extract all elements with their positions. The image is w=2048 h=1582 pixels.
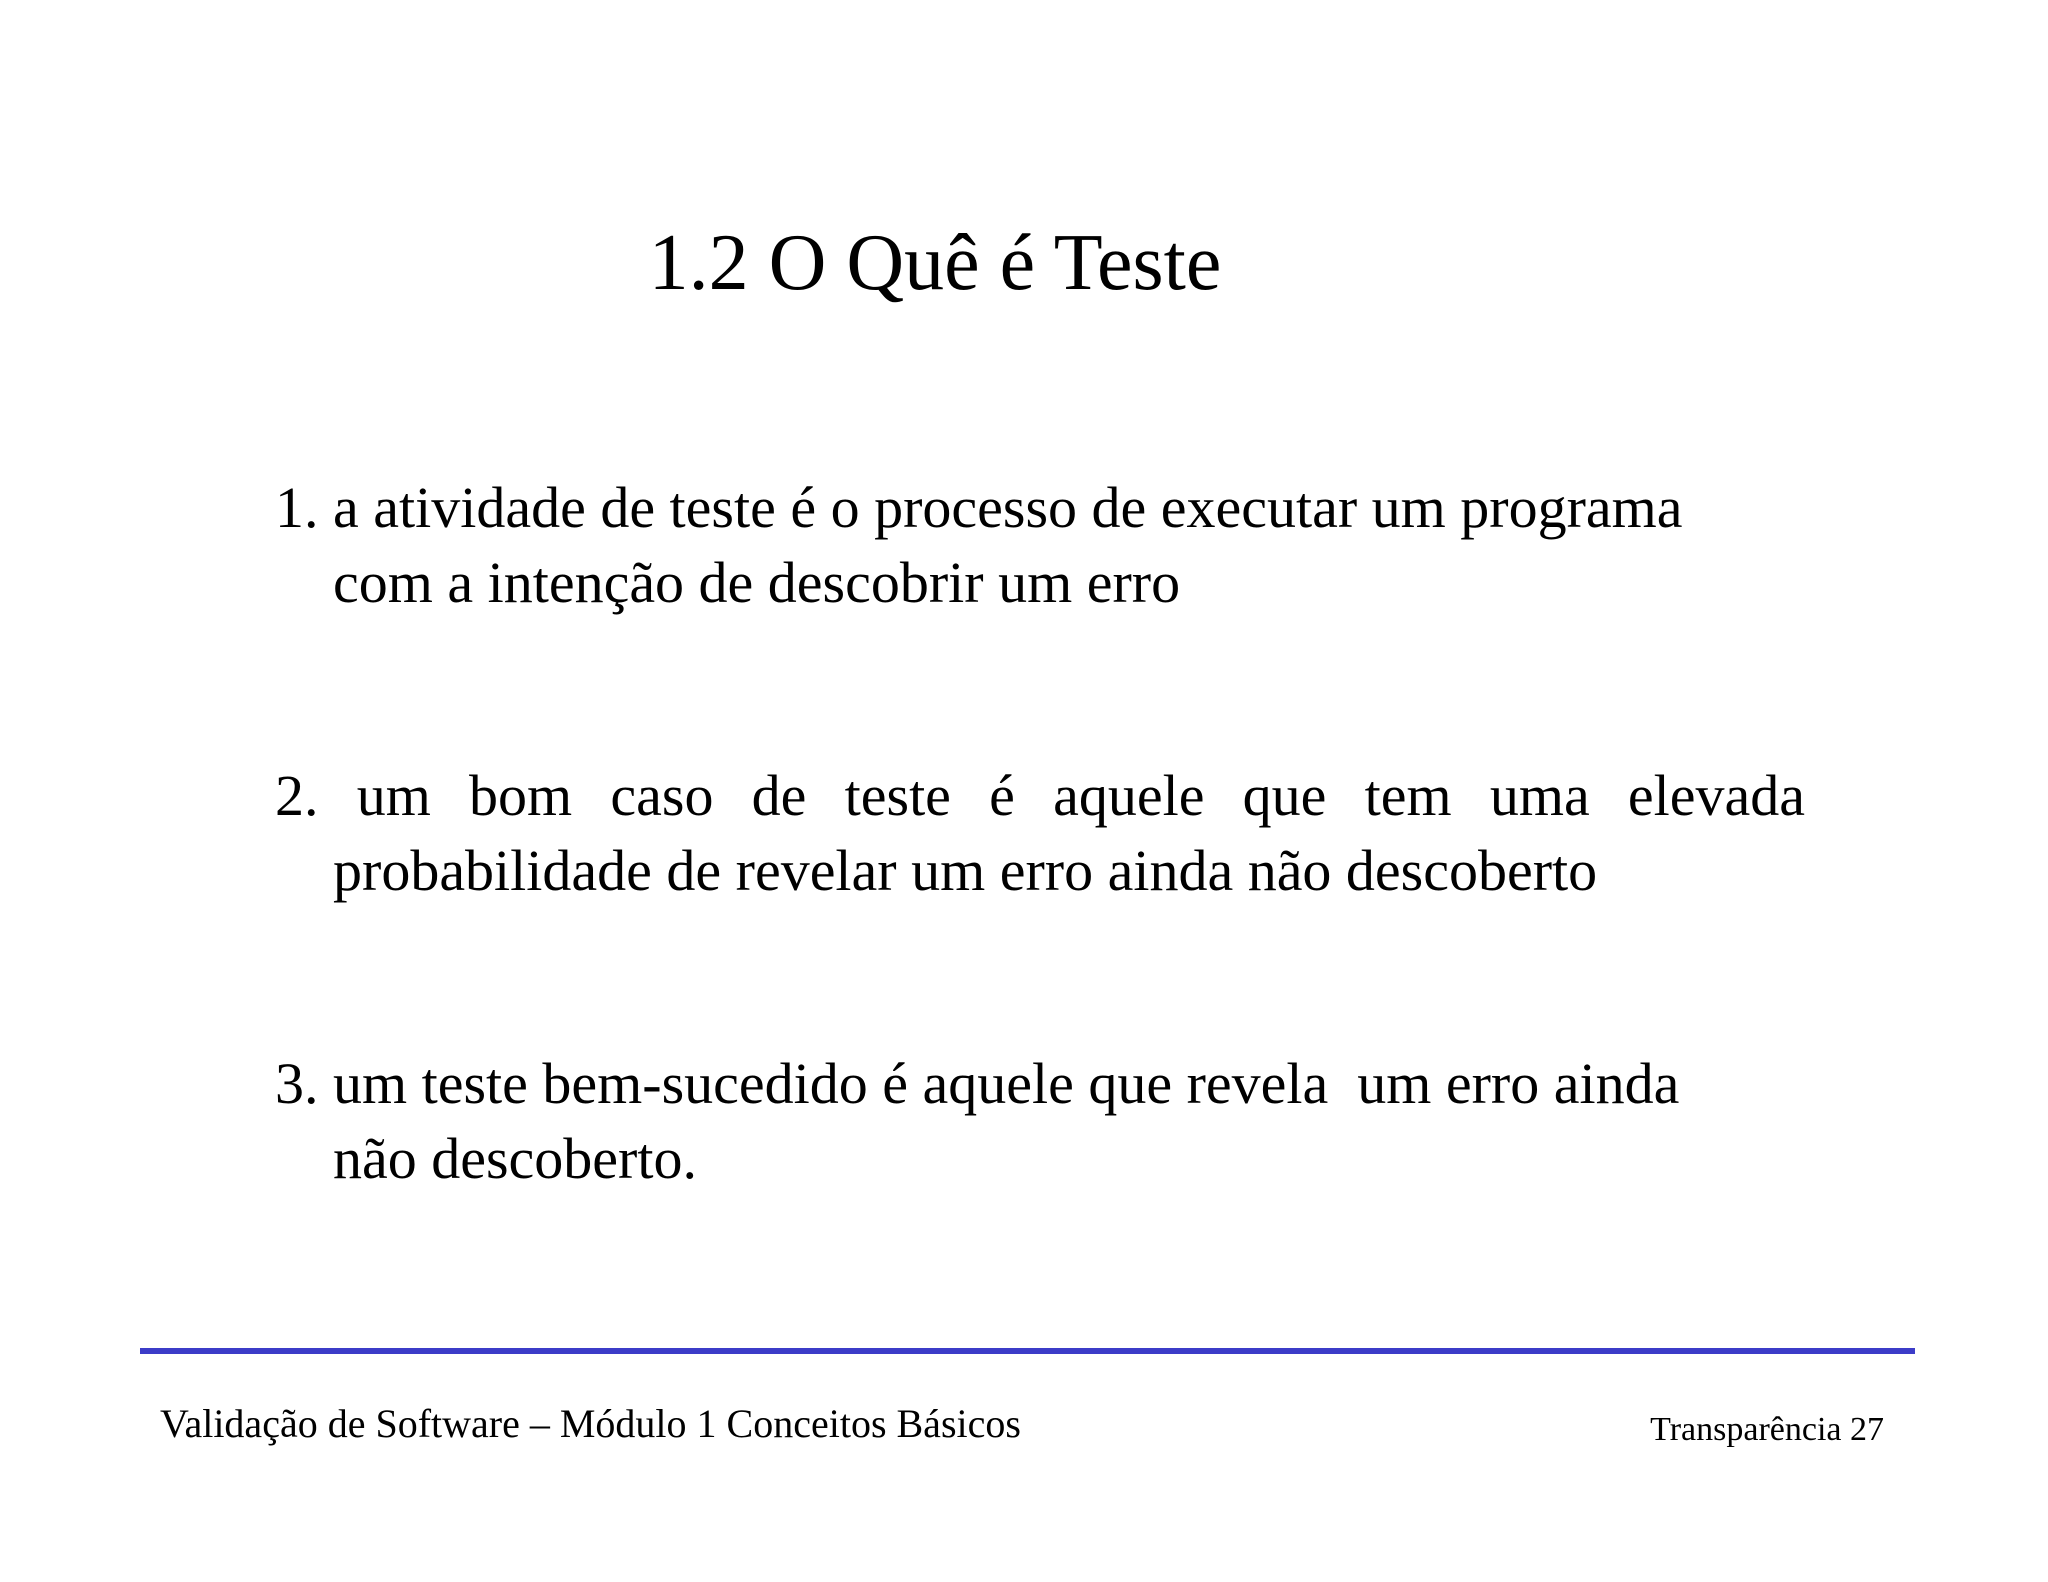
list-item-2-line-1: 2. um bom caso de teste é aquele que tem uma elevada: [275, 763, 1805, 828]
list-item-3: [275, 1046, 1805, 1196]
list-item-3-line-1: 3. um teste bem-sucedido é aquele que revela um erro ainda: [275, 1051, 1680, 1116]
list-item-2: [275, 758, 1805, 908]
list-item-1: [275, 470, 1805, 620]
list-item-3-line-2: não descoberto.: [333, 1126, 697, 1191]
list-item-1-line-2: com a intenção de descobrir um erro: [333, 550, 1181, 615]
footer-course-title: Validação de Software – Módulo 1 Conceitos Básicos: [160, 1401, 1021, 1446]
list-item-1-line-1: 1. a atividade de teste é o processo de executar um programa: [275, 475, 1683, 540]
footer-page-number: Transparência 27: [1650, 1411, 1884, 1448]
list-item-2-line-2: probabilidade de revelar um erro ainda não descoberto: [333, 838, 1598, 903]
slide-title: 1.2 O Quê é Teste: [648, 219, 1222, 307]
footer-divider: [140, 1348, 1915, 1354]
